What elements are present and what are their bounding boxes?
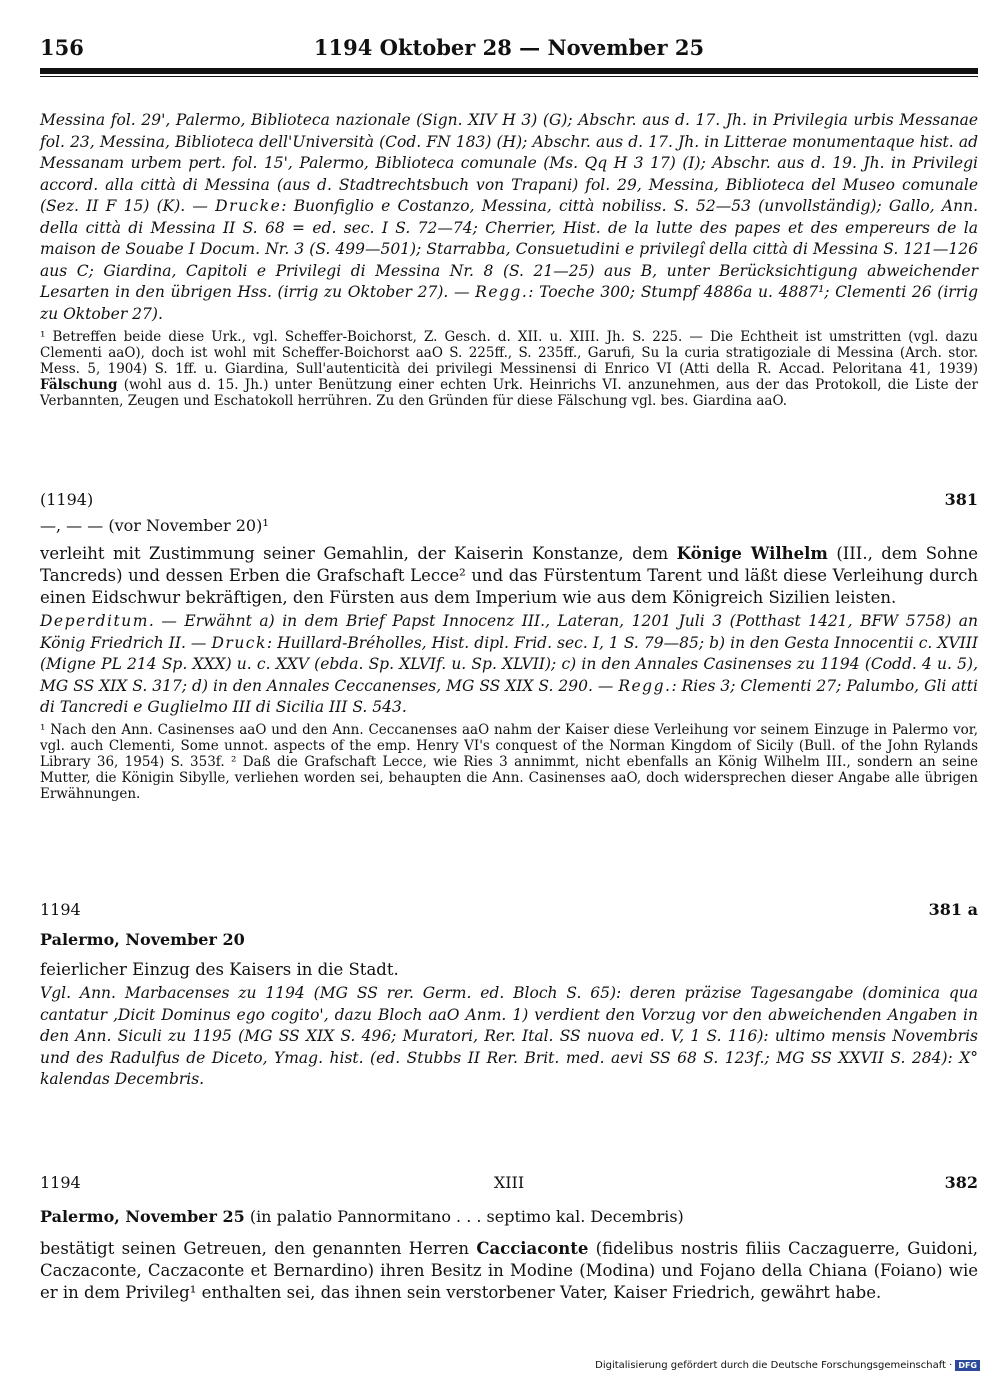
- footnote-top: ¹ Betreffen beide diese Urk., vgl. Scheffer-Boichorst, Z. Gesch. d. XII. u. XIII. Jh. S. 225. — Die Echtheit ist umstritten (vgl. dazu Clementi aaO), doch ist wohl mit Scheffer-Boichorst aaO S. 225ff., S. 235ff., Garufi, Su la curia stratigoziale di Messina (Arch. stor. Mess. 5, 1904) S. 1ff. u. Giardina, Sull'autenticità dei privilegi Messinensi di Enrico VI (Atti della R. Accad. Peloritana 41, 1939) Fälschung (wohl aus d. 15. Jh.) unter Benützung einer echten Urk. Heinrichs VI. anzunehmen, aus der das Protokoll, die Liste der Verbannten, Zeugen und Eschatokoll herrühren. Zu den Gründen für diese Fälschung vgl. bes. Giardina aaO.: [40, 329, 978, 409]
- page-number: 156: [40, 35, 84, 60]
- entry-place-date: Palermo, November 25 (in palatio Pannormitano . . . septimo kal. Decembris): [40, 1207, 684, 1226]
- entry-header-row: [40, 900, 978, 924]
- entry-number: 381: [944, 490, 978, 509]
- entry-date: —, — — (vor November 20)¹: [40, 516, 269, 535]
- cacciaconte: Cacciaconte: [476, 1239, 589, 1258]
- koenige-wilhelm: Könige Wilhelm: [676, 544, 828, 563]
- entry-comment: Deperditum. — Erwähnt a) in dem Brief Papst Innocenz III., Lateran, 1201 Juli 3 (Potthast 1421, BFW 5758) an König Friedrich II. — Druck: Huillard-Bréholles, Hist. dipl. Frid. sec. I, 1 S. 79—85; b) in den Gesta Innocentii c. XVIII (Migne PL 214 Sp. XXX) u. c. XXV (ebda. Sp. XLVIf. u. Sp. XLVII); c) in den Annales Casinenses zu 1194 (Codd. 4 u. 5), MG SS XIX S. 317; d) in den Annales Ceccanenses, MG SS XIX S. 290. — Regg.: Ries 3; Clementi 27; Palumbo, Gli atti di Tancredi e Guglielmo III di Sicilia III S. 543.: [40, 612, 978, 716]
- entry-year: (1194): [40, 490, 94, 509]
- running-title: 1194 Oktober 28 — November 25: [313, 35, 705, 60]
- header-rule: [40, 68, 978, 74]
- entry-382: [40, 1173, 978, 1304]
- footer-text: Digitalisierung gefördert durch die Deutsche Forschungsgemeinschaft ·: [595, 1360, 953, 1371]
- entry-roman-numeral: XIII: [493, 1173, 525, 1192]
- header-rule-thin: [40, 76, 978, 77]
- digitization-footer: [595, 1360, 980, 1371]
- top-section: [40, 110, 978, 409]
- entry-381: [40, 490, 978, 802]
- entry-number: 381 a: [928, 900, 978, 919]
- entry-comment: Vgl. Ann. Marbacenses zu 1194 (MG SS rer. Germ. ed. Bloch S. 65): deren präzise Tagesangabe (dominica qua cantatur ‚Dicit Dominus ego cogito', dazu Bloch aaO Anm. 1) verdient den Vorzug vor den abweichenden Angaben in den Ann. Siculi zu 1195 (MG SS XIX S. 496; Muratori, Rer. Ital. SS nuova ed. V, 1 S. 116): ultimo mensis Novembris und des Radulfus de Diceto, Ymag. hist. (ed. Stubbs II Rer. Brit. med. aevi SS 68 S. 123f.; MG SS XXVII S. 284): X° kalendas Decembris.: [40, 984, 978, 1088]
- entry-number: 382: [944, 1173, 978, 1192]
- label-regg: Regg.: [475, 283, 529, 301]
- entry-place-date: Palermo, November 20: [40, 930, 245, 949]
- dfg-logo: DFG: [955, 1360, 980, 1371]
- entry-text: bestätigt seinen Getreuen, den genannten Herren Cacciaconte (fidelibus nostris filiis Caczaguerre, Guidoni, Caczaconte, Caczaconte et Bernardino) ihren Besitz in Modine (Modina) und Fojano della Chiana (Foiano) wie er in dem Privileg¹ enthalten sei, das ihnen sein verstorbener Vater, Kaiser Friedrich, gewährt habe.: [40, 1239, 978, 1302]
- tradition-paragraph: Messina fol. 29', Palermo, Biblioteca nazionale (Sign. XIV H 3) (G); Abschr. aus d. 17. Jh. in Privilegia urbis Messanae fol. 23, Messina, Biblioteca dell'Università (Cod. FN 183) (H); Abschr. aus d. 17. Jh. in Litterae monumentaque hist. ad Messanam urbem pert. fol. 15', Palermo, Biblioteca comunale (Ms. Qq H 3 17) (I); Abschr. aus d. 19. Jh. in Privilegi accord. alla città di Messina (aus d. Stadtrechtsbuch von Trapani) fol. 29, Messina, Biblioteca del Museo comunale (Sez. II F 15) (K). — Drucke: Buonfiglio e Costanzo, Messina, città nobiliss. S. 52—53 (unvollständig); Gallo, Ann. della città di Messina II S. 68 = ed. sec. I S. 72—74; Cherrier, Hist. de la lutte des papes et des empereurs de la maison de Souabe I Docum. Nr. 3 (S. 499—501); Starrabba, Consuetudini e privilegî della città di Messina S. 121—126 aus C; Giardina, Capitoli e Privilegi di Messina Nr. 8 (S. 21—25) aus B, unter Berücksichtigung abweichender Lesarten in den übrigen Hss. (irrig zu Oktober 27). — Regg.: Toeche 300; Stumpf 4886a u. 4887¹; Clementi 26 (irrig zu Oktober 27).: [40, 111, 979, 323]
- entry-footnote: ¹ Nach den Ann. Casinenses aaO und den Ann. Ceccanenses aaO nahm der Kaiser diese Verleihung vor seinem Einzuge in Palermo vor, vgl. auch Clementi, Some unnot. aspects of the emp. Henry VI's conquest of the Norman Kingdom of Sicily (Bull. of the John Rylands Library 36, 1954) S. 353f. ² Daß die Grafschaft Lecce, wie Ries 3 annimmt, nicht ebenfalls an König Wilhelm III., sondern an seine Mutter, die Königin Sibylle, verliehen worden sei, behaupten die Ann. Casinenses aaO, doch widersprechen dieser Angabe alle übrigen Erwähnungen.: [40, 721, 978, 802]
- label-drucke: Drucke: [215, 197, 282, 215]
- entry-text: verleiht mit Zustimmung seiner Gemahlin, der Kaiserin Konstanze, dem Könige Wilhelm (III., dem Sohne Tancreds) und dessen Erben die Grafschaft Lecce² und das Fürstentum Tarent und läßt diese Verleihung durch einen Eidschwur bekräftigen, den Fürsten aus dem Imperium wie aus dem Königreich Sizilien leisten.: [40, 544, 978, 607]
- entry-header-row: [40, 490, 978, 514]
- entry-text: feierlicher Einzug des Kaisers in die Stadt.: [40, 960, 399, 979]
- entry-381a: [40, 900, 978, 1091]
- page-header: [40, 35, 978, 67]
- entry-year: 1194: [40, 900, 81, 919]
- entry-year: 1194: [40, 1173, 81, 1192]
- faelschung-label: Fälschung: [40, 377, 118, 393]
- entry-header-row: [40, 1173, 978, 1197]
